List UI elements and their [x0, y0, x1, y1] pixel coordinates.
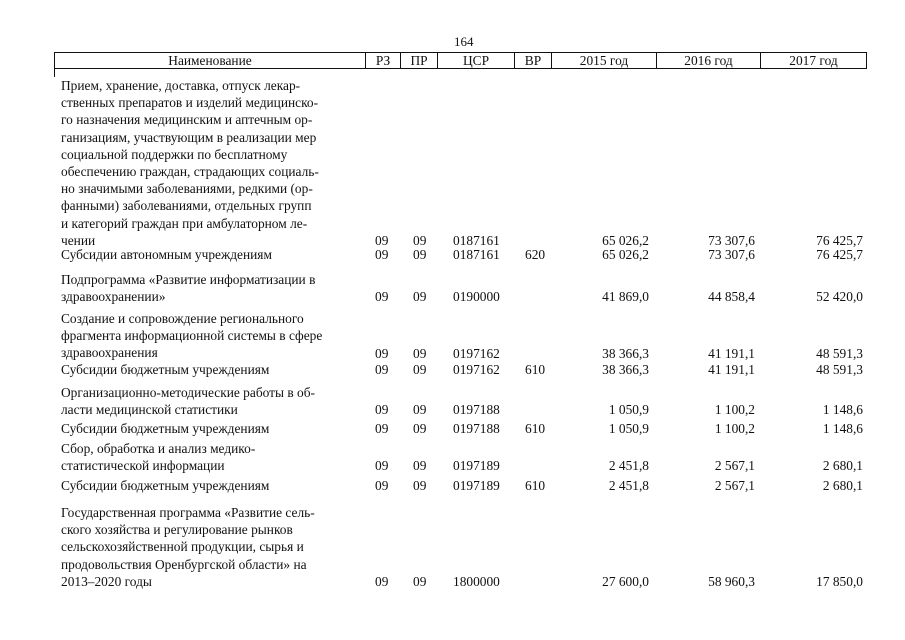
cell-2015: 2 451,8: [608, 477, 649, 493]
row-description-line: ственных препаратов и изделий медицинско-: [61, 95, 319, 111]
row-description-line: социальной поддержки по бесплатному: [61, 146, 288, 162]
row-description-line: фанными) заболеваниями, отдельных групп: [61, 198, 312, 214]
cell-2015: 2 451,8: [608, 457, 649, 473]
row-description: [61, 246, 361, 263]
row-description-line: здравоохранении»: [61, 289, 166, 305]
cell-rz: 09: [375, 401, 389, 417]
cell-csr: 0197188: [453, 420, 500, 436]
cell-csr: 0187161: [453, 232, 500, 248]
cell-csr: 0197162: [453, 345, 500, 361]
cell-2015: 38 366,3: [602, 361, 649, 377]
cell-2016: 41 191,1: [708, 361, 755, 377]
row-description-line: статистической информации: [61, 458, 225, 474]
row-description-line: сельскохозяйственной продукции, сырья и: [61, 539, 304, 555]
header-2015: 2015 год: [551, 52, 657, 69]
cell-2017: 1 148,6: [822, 420, 863, 436]
cell-2017: 48 591,3: [816, 345, 863, 361]
cell-rz: 09: [375, 288, 389, 304]
cell-csr: 0197189: [453, 477, 500, 493]
row-description-line: Подпрограмма «Развитие информатизации в: [61, 272, 316, 287]
cell-pr: 09: [413, 345, 427, 361]
table-row: [0, 361, 905, 378]
row-description-line: но значимыми заболеваниями, редкими (ор-: [61, 181, 313, 197]
cell-2016: 73 307,6: [708, 246, 755, 262]
cell-csr: 0197189: [453, 457, 500, 473]
cell-2017: 48 591,3: [816, 361, 863, 377]
row-description-line: ласти медицинской статистики: [61, 402, 238, 418]
row-description: [61, 77, 361, 249]
cell-vr: 610: [525, 420, 546, 436]
header-vr: ВР: [514, 52, 552, 69]
cell-csr: 0187161: [453, 246, 500, 262]
cell-pr: 09: [413, 477, 427, 493]
row-description-line: Организационно-методические работы в об-: [61, 385, 315, 400]
cell-pr: 09: [413, 573, 427, 589]
cell-rz: 09: [375, 232, 389, 248]
cell-vr: 610: [525, 477, 546, 493]
cell-2015: 1 050,9: [608, 401, 649, 417]
table-row: [0, 77, 905, 249]
row-description-line: ского хозяйства и регулирование рынков: [61, 522, 293, 538]
table-row: [0, 271, 905, 305]
page-number: 164: [454, 34, 474, 49]
cell-2015: 27 600,0: [602, 573, 649, 589]
table-row: [0, 310, 905, 362]
table-row: [0, 477, 905, 494]
row-description-line: Субсидии автономным учреждениям: [61, 247, 272, 262]
cell-2017: 76 425,7: [816, 246, 863, 262]
row-description: [61, 504, 361, 590]
cell-2015: 1 050,9: [608, 420, 649, 436]
cell-csr: 1800000: [453, 573, 500, 589]
row-description: [61, 440, 361, 474]
row-description-line: ганизациям, участвующим в реализации мер: [61, 129, 317, 145]
row-description-line: Создание и сопровождение регионального: [61, 311, 304, 326]
cell-2017: 76 425,7: [816, 232, 863, 248]
cell-rz: 09: [375, 246, 389, 262]
cell-2017: 2 680,1: [822, 477, 863, 493]
cell-2015: 41 869,0: [602, 288, 649, 304]
cell-pr: 09: [413, 420, 427, 436]
row-description-line: продовольствия Оренбургской области» на: [61, 556, 307, 572]
cell-2016: 41 191,1: [708, 345, 755, 361]
cell-pr: 09: [413, 361, 427, 377]
cell-rz: 09: [375, 477, 389, 493]
cell-2016: 58 960,3: [708, 573, 755, 589]
table-row: [0, 420, 905, 437]
cell-vr: 610: [525, 361, 546, 377]
cell-2017: 1 148,6: [822, 401, 863, 417]
cell-rz: 09: [375, 573, 389, 589]
header-name: Наименование: [54, 52, 366, 69]
cell-2016: 1 100,2: [714, 420, 755, 436]
row-description-line: Прием, хранение, доставка, отпуск лекар-: [61, 78, 301, 93]
cell-2015: 38 366,3: [602, 345, 649, 361]
cell-pr: 09: [413, 457, 427, 473]
cell-2017: 2 680,1: [822, 457, 863, 473]
row-description-line: Сбор, обработка и анализ медико-: [61, 441, 256, 456]
cell-2016: 1 100,2: [714, 401, 755, 417]
row-description-line: Субсидии бюджетным учреждениям: [61, 478, 270, 493]
row-description-line: обеспечению граждан, страдающих социаль-: [61, 164, 319, 180]
cell-pr: 09: [413, 246, 427, 262]
table-row: [0, 440, 905, 474]
cell-2017: 17 850,0: [816, 573, 863, 589]
cell-pr: 09: [413, 401, 427, 417]
row-description-line: го назначения медицинским и аптечным ор-: [61, 112, 313, 128]
cell-2017: 52 420,0: [816, 288, 863, 304]
row-description-line: здравоохранения: [61, 345, 158, 361]
cell-csr: 0190000: [453, 288, 500, 304]
table-row: [0, 504, 905, 590]
row-description-line: 2013–2020 годы: [61, 573, 152, 589]
cell-rz: 09: [375, 361, 389, 377]
table-left-border: [54, 68, 55, 77]
row-description: [61, 310, 361, 362]
header-2017: 2017 год: [760, 52, 867, 69]
row-description: [61, 361, 361, 378]
cell-pr: 09: [413, 232, 427, 248]
header-rz: РЗ: [365, 52, 401, 69]
cell-2016: 2 567,1: [714, 457, 755, 473]
cell-rz: 09: [375, 345, 389, 361]
header-csr: ЦСР: [437, 52, 515, 69]
cell-csr: 0197162: [453, 361, 500, 377]
row-description-line: фрагмента информационной системы в сфере: [61, 328, 323, 344]
table-row: [0, 246, 905, 263]
cell-2015: 65 026,2: [602, 246, 649, 262]
cell-2016: 73 307,6: [708, 232, 755, 248]
row-description-line: Субсидии бюджетным учреждениям: [61, 421, 270, 436]
cell-vr: 620: [525, 246, 546, 262]
cell-2016: 2 567,1: [714, 477, 755, 493]
cell-rz: 09: [375, 420, 389, 436]
header-pr: ПР: [400, 52, 438, 69]
cell-2016: 44 858,4: [708, 288, 755, 304]
row-description: [61, 384, 361, 418]
cell-pr: 09: [413, 288, 427, 304]
row-description: [61, 420, 361, 437]
row-description: [61, 477, 361, 494]
row-description-line: Государственная программа «Развитие сель-: [61, 505, 315, 520]
cell-2015: 65 026,2: [602, 232, 649, 248]
row-description-line: чении: [61, 232, 96, 248]
table-row: [0, 384, 905, 418]
row-description-line: Субсидии бюджетным учреждениям: [61, 362, 270, 377]
header-2016: 2016 год: [656, 52, 761, 69]
cell-csr: 0197188: [453, 401, 500, 417]
row-description-line: и категорий граждан при амбулаторном ле-: [61, 215, 308, 231]
cell-rz: 09: [375, 457, 389, 473]
row-description: [61, 271, 361, 305]
